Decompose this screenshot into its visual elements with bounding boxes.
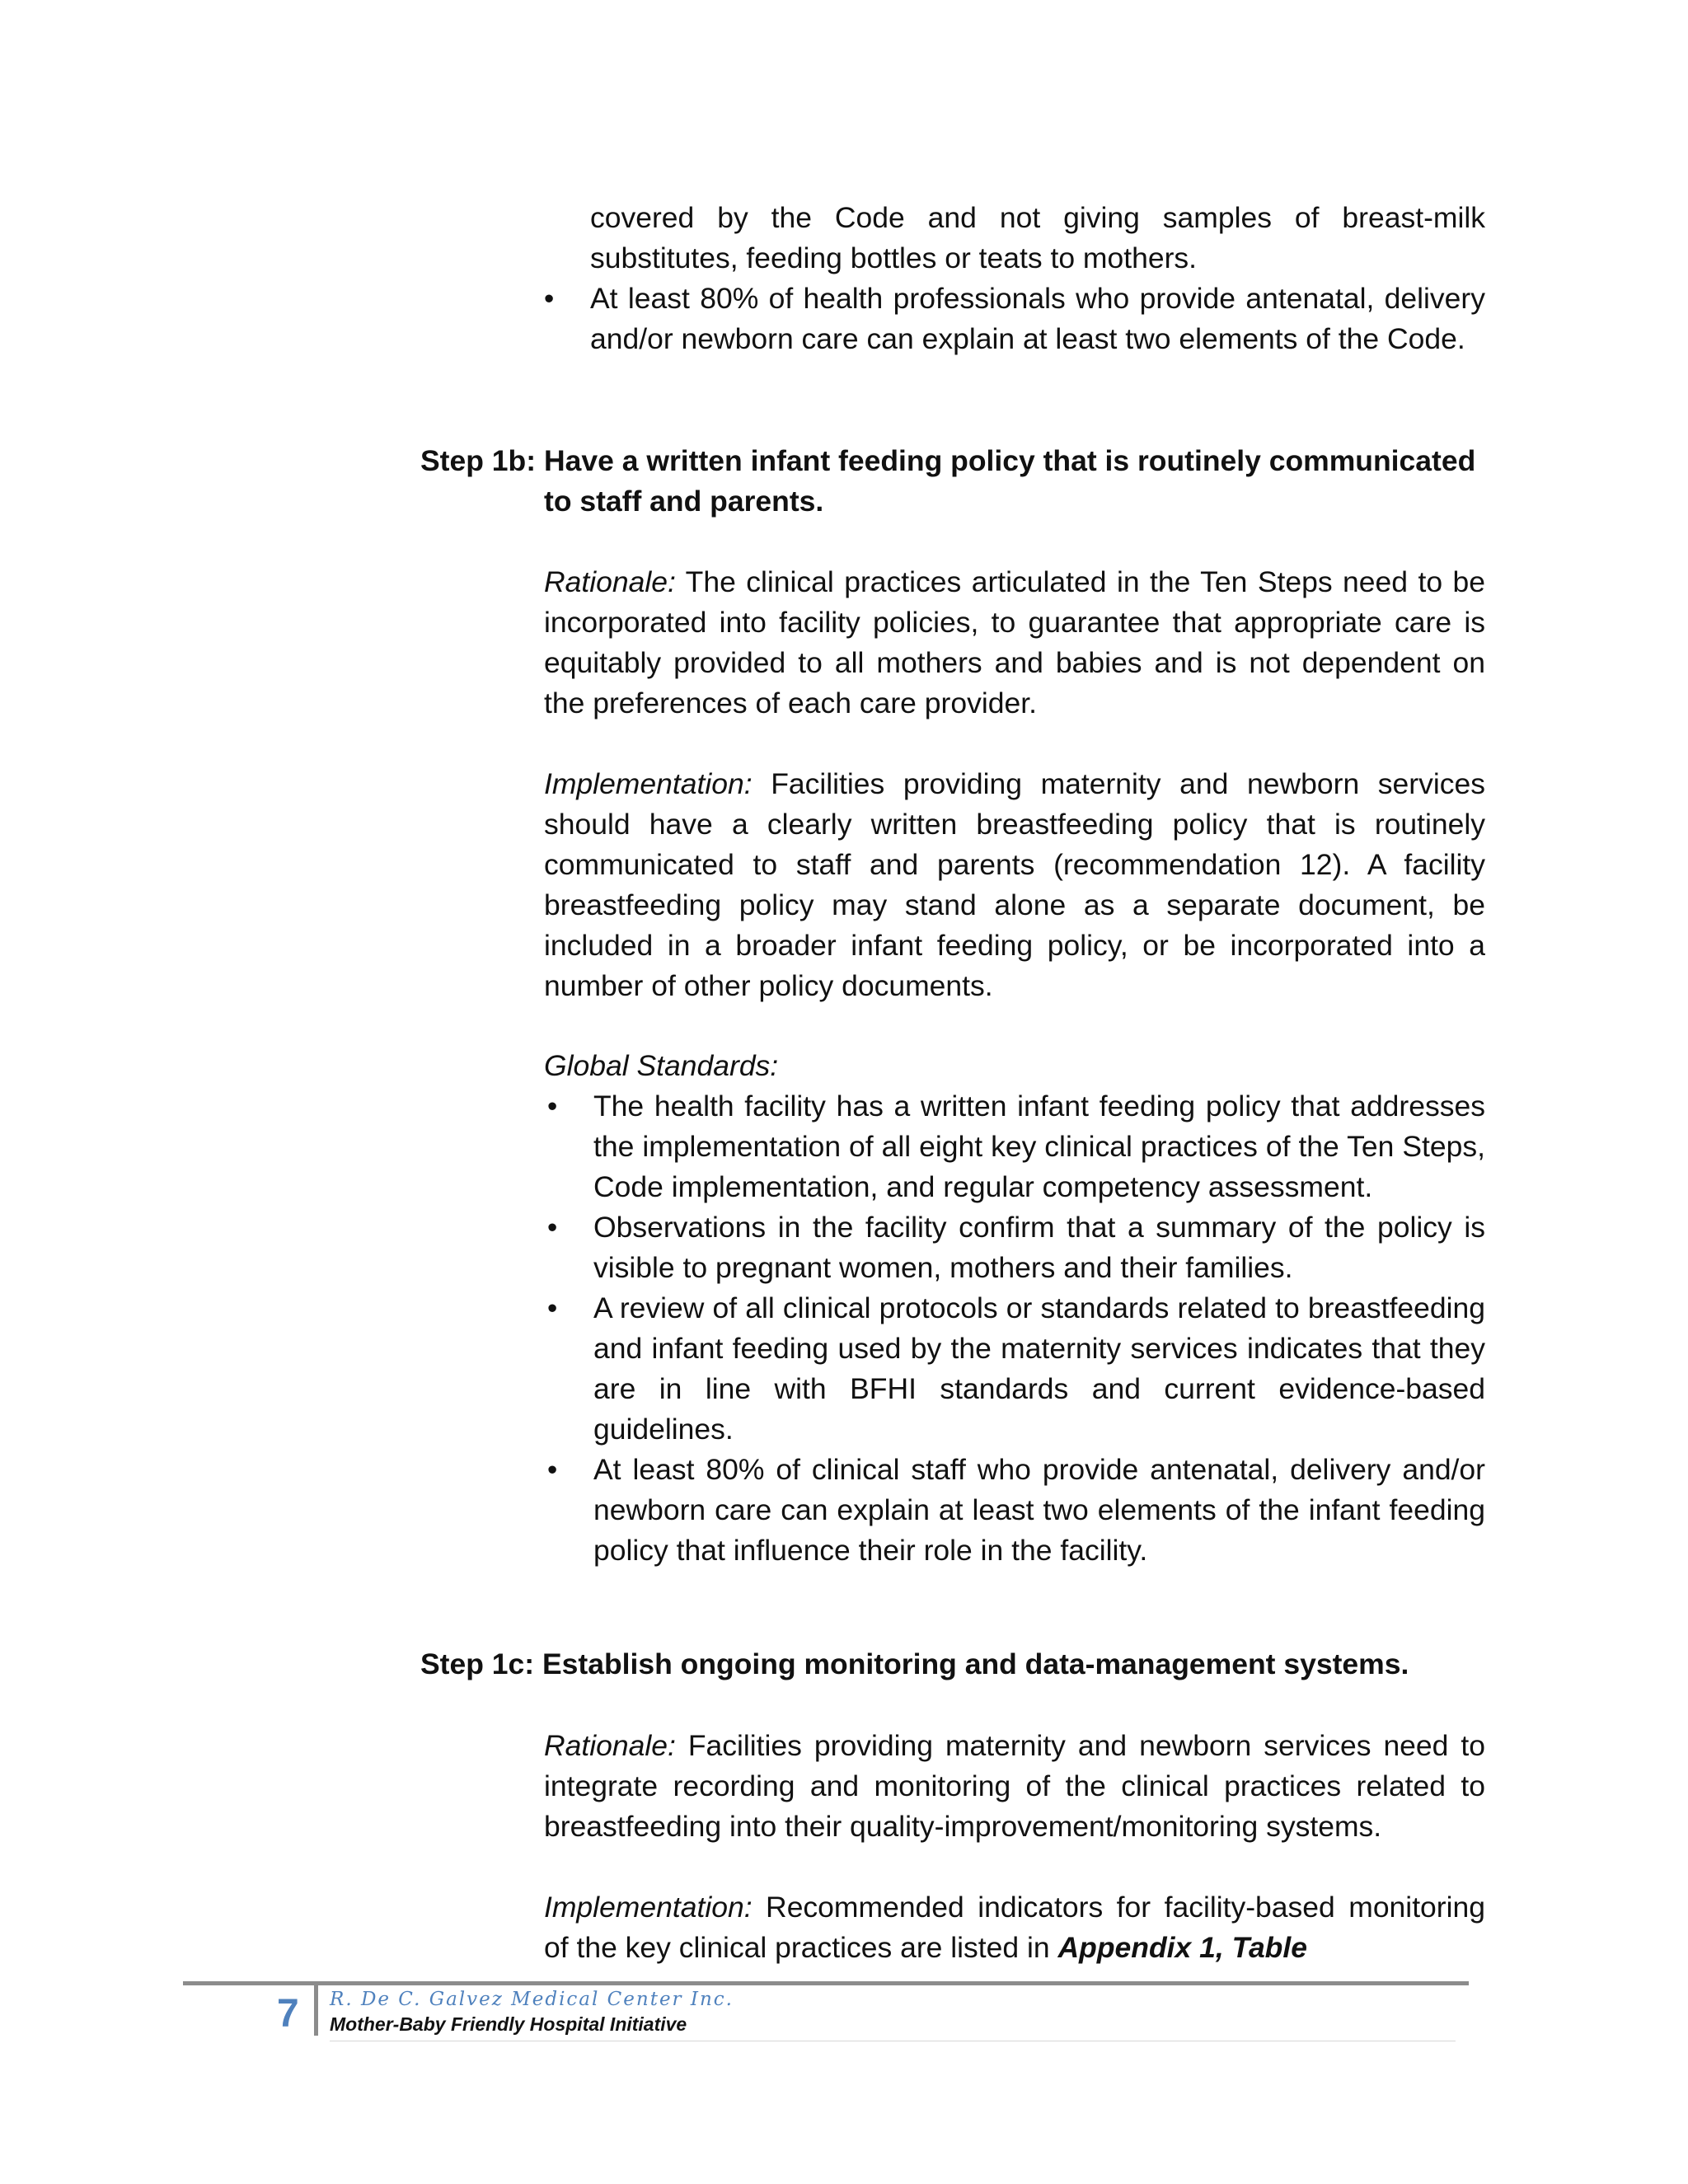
step-1c-heading: [420, 1644, 1485, 1685]
step-1b-label: Step 1b:: [420, 444, 537, 477]
bullet-icon: •: [547, 1212, 558, 1244]
bullet-icon: •: [547, 1090, 558, 1122]
implementation-text: Recommended indicators for facility-based monitoring of the key clinical practices are listed in: [544, 1891, 1485, 1964]
list-item: [544, 1207, 1485, 1288]
implementation-label: Implementation:: [544, 1891, 753, 1924]
bullet-icon: •: [547, 1292, 558, 1324]
rationale-text: Facilities providing maternity and newborn services need to integrate recording and monitoring of the clinical practices related to breastfeeding into their quality-improvement/monitoring systems.: [544, 1729, 1485, 1843]
standard-text: The health facility has a written infant feeding policy that addresses the implementation of all eight key clinical practices of the Ten Steps, Code implementation, and regular competency assessment.: [593, 1090, 1485, 1203]
rationale-text: The clinical practices articulated in the Ten Steps need to be incorporated into facility policies, to guarantee that appropriate care is equitably provided to all mothers and babies and is not dependent on the preferences of each care provider.: [544, 565, 1485, 719]
continuation-text: covered by the Code and not giving samples of breast-milk substitutes, feeding bottles or teats to mothers.: [590, 201, 1485, 274]
standard-text: At least 80% of clinical staff who provide antenatal, delivery and/or newborn care can explain at least two elements of the infant feeding policy that influence their role in the facility.: [593, 1453, 1485, 1567]
step-1b-title: Have a written infant feeding policy that is routinely communicated to staff and parents.: [544, 444, 1476, 518]
footer-initiative: Mother-Baby Friendly Hospital Initiative: [330, 2013, 687, 2035]
global-standards-label: Global Standards:: [544, 1049, 779, 1082]
list-item: [544, 1086, 1485, 1207]
step-1c-rationale: [544, 1726, 1485, 1847]
step-1b-rationale: [544, 562, 1485, 724]
implementation-label: Implementation:: [544, 767, 753, 800]
step-1c-implementation: [544, 1887, 1485, 1968]
footer-vertical-divider: [314, 1985, 318, 2036]
continuation-bullets: [541, 279, 1485, 359]
step-1b-implementation: [544, 764, 1485, 1006]
step-1c-title: Step 1c: Establish ongoing monitoring and data-management systems.: [420, 1647, 1409, 1680]
continuation-block: [541, 198, 1485, 359]
step-1b-global-standards: [544, 1046, 1485, 1571]
list-item: [544, 1450, 1485, 1571]
standard-text: Observations in the facility confirm that a summary of the policy is visible to pregnant women, mothers and their families.: [593, 1211, 1485, 1284]
rationale-label: Rationale:: [544, 1729, 676, 1762]
list-item: [541, 279, 1485, 359]
appendix-reference: Appendix 1, Table: [1057, 1931, 1307, 1964]
implementation-text: Facilities providing maternity and newborn services should have a clearly written breastfeeding policy that is routinely communicated to staff and parents (recommendation 12). A facility breastfeeding policy may stand alone as a separate document, be included in a broader infant feeding policy, or be incorporated into a number of other policy documents.: [544, 767, 1485, 1002]
page-number: 7: [277, 1992, 299, 2036]
standards-list: [544, 1086, 1485, 1571]
standard-text: A review of all clinical protocols or standards related to breastfeeding and infant feeding used by the maternity services indicates that they are in line with BFHI standards and current evidence-based guidelines.: [593, 1291, 1485, 1446]
step-1b-heading: [420, 441, 1485, 522]
rationale-label: Rationale:: [544, 565, 676, 598]
footer-divider: [183, 1981, 1469, 1985]
bullet-icon: •: [547, 1454, 558, 1486]
list-item: [544, 1288, 1485, 1450]
bullet-icon: •: [544, 283, 555, 315]
footer-organization: R. De C. Galvez Medical Center Inc.: [330, 1989, 734, 2010]
bullet-text: At least 80% of health professionals who provide antenatal, delivery and/or newborn care can explain at least two elements of the Code.: [590, 282, 1485, 355]
